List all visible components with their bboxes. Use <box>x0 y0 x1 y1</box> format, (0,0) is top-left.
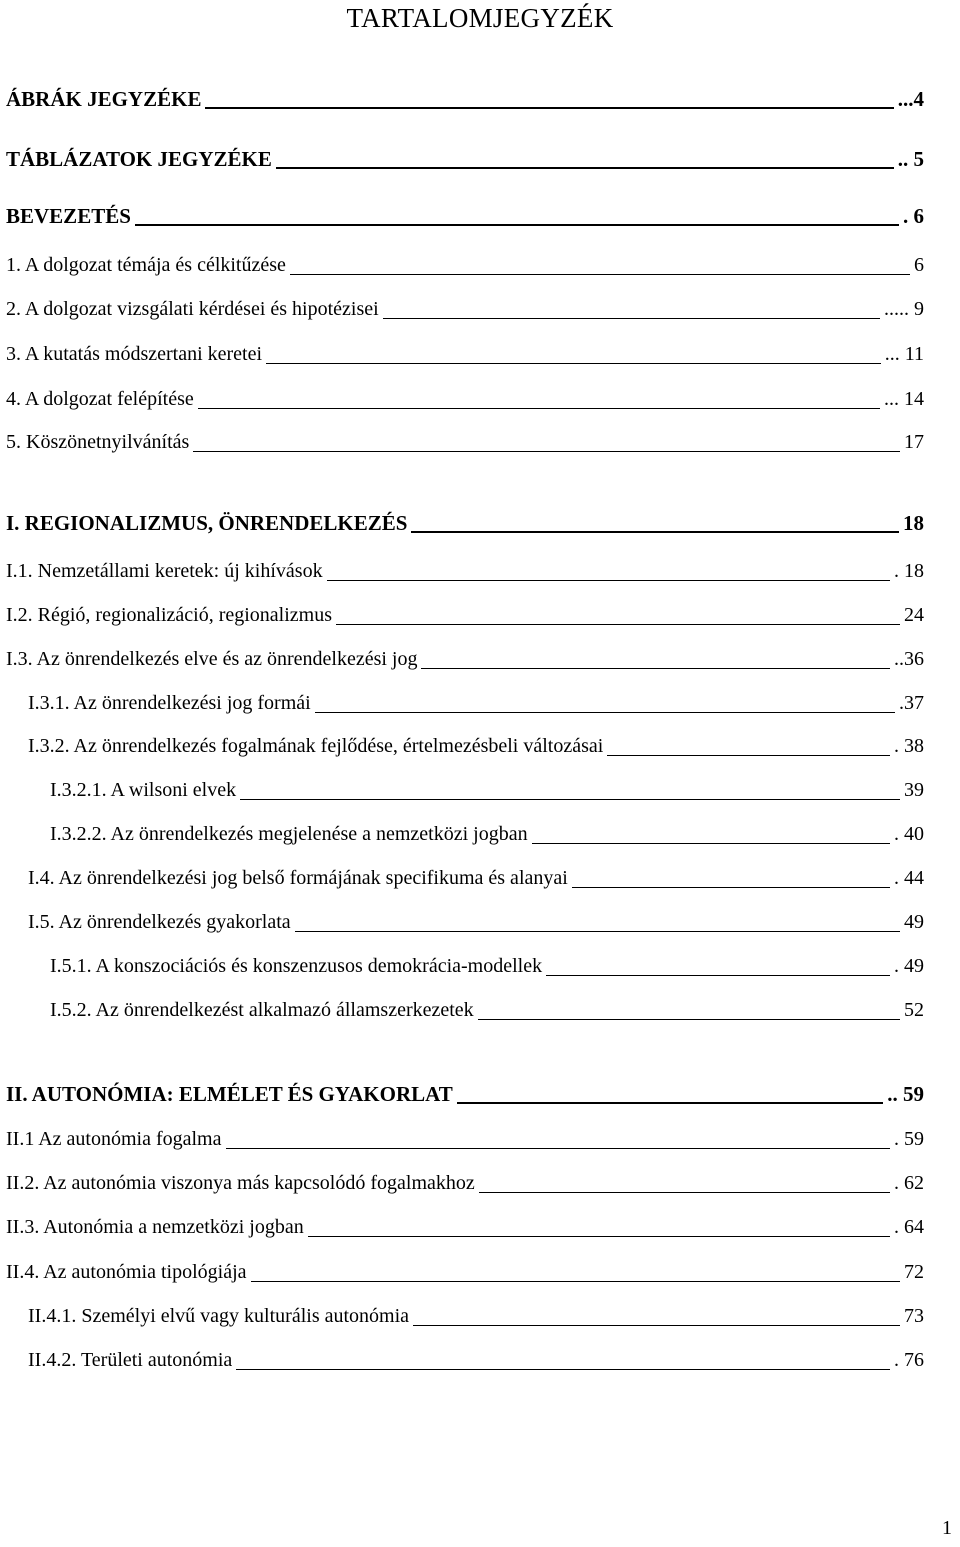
toc-leader-line <box>383 318 880 319</box>
toc-entry-label: II.2. Az autonómia viszonya más kapcsolódó fogalmakhoz <box>6 1172 475 1194</box>
toc-entry-page: .. 5 <box>897 147 924 171</box>
toc-entry[interactable] <box>6 339 924 369</box>
toc-leader-line <box>532 843 890 844</box>
toc-entry-page: 24 <box>904 604 924 626</box>
toc-entry-label: I.3.1. Az önrendelkezési jog formái <box>28 692 311 714</box>
toc-entry-label: BEVEZETÉS <box>6 204 131 228</box>
toc-entry-page: . 6 <box>903 204 924 228</box>
toc-entry[interactable] <box>28 1301 924 1331</box>
toc-entry[interactable] <box>6 294 924 324</box>
toc-entry-label: I.3. Az önrendelkezés elve és az önrendelkezési jog <box>6 648 418 670</box>
toc-leader-line <box>135 224 899 226</box>
toc-entry[interactable] <box>6 1079 924 1109</box>
toc-entry[interactable] <box>6 1257 924 1287</box>
toc-entry-page: 17 <box>904 431 924 453</box>
toc-leader-line <box>411 531 899 533</box>
toc-leader-line <box>572 887 890 888</box>
toc-leader-line <box>327 580 890 581</box>
toc-entry-label: II.4.1. Személyi elvű vagy kulturális autonómia <box>28 1305 410 1327</box>
toc-entry[interactable] <box>6 600 924 630</box>
toc-leader-line <box>251 1281 901 1282</box>
toc-entry-label: I.3.2.2. Az önrendelkezés megjelenése a nemzetközi jogban <box>50 823 528 845</box>
page-number: 1 <box>942 1517 952 1539</box>
toc-leader-line <box>308 1236 890 1237</box>
toc-entry[interactable] <box>6 1212 924 1242</box>
toc-entry-label: I.2. Régió, regionalizáció, regionalizmus <box>6 604 333 626</box>
toc-entry-page: 73 <box>904 1305 924 1327</box>
toc-entry-page: .37 <box>899 692 924 714</box>
toc-leader-line <box>315 712 895 713</box>
toc-entry[interactable] <box>28 731 924 761</box>
toc-entry-page: . 64 <box>894 1216 924 1238</box>
toc-leader-line <box>236 1369 890 1370</box>
toc-entry-page: 6 <box>914 254 924 276</box>
toc-leader-line <box>546 975 890 976</box>
toc-entry-page: ...4 <box>897 87 924 111</box>
toc-entry-page: 72 <box>904 1261 924 1283</box>
toc-leader-line <box>478 1019 900 1020</box>
toc-entry-page: 39 <box>904 779 924 801</box>
toc-entry-page: ... 14 <box>884 388 924 410</box>
toc-entry-page: . 18 <box>894 560 924 582</box>
toc-entry[interactable] <box>6 384 924 414</box>
toc-entry-page: . 76 <box>894 1349 924 1371</box>
toc-entry[interactable] <box>50 775 924 805</box>
toc-entry-page: 18 <box>903 511 924 535</box>
toc-entry[interactable] <box>50 819 924 849</box>
toc-entry[interactable] <box>6 427 924 457</box>
toc-entry[interactable] <box>28 907 924 937</box>
toc-entry-page: 49 <box>904 911 924 933</box>
toc-leader-line <box>295 931 900 932</box>
toc-entry-label: 4. A dolgozat felépítése <box>6 388 194 410</box>
toc-entry[interactable] <box>6 144 924 174</box>
toc-leader-line <box>198 408 880 409</box>
toc-entry-page: . 59 <box>894 1128 924 1150</box>
toc-entry-label: II. AUTONÓMIA: ELMÉLET ÉS GYAKORLAT <box>6 1082 453 1106</box>
toc-entry-page: . 44 <box>894 867 924 889</box>
toc-leader-line <box>479 1192 890 1193</box>
toc-entry[interactable] <box>6 201 924 231</box>
toc-entry-label: II.3. Autonómia a nemzetközi jogban <box>6 1216 304 1238</box>
toc-leader-line <box>266 363 881 364</box>
toc-entry[interactable] <box>6 1168 924 1198</box>
toc-leader-line <box>205 107 893 109</box>
toc-entry-label: I.5.2. Az önrendelkezést alkalmazó államszerkezetek <box>50 999 474 1021</box>
toc-entry-label: TÁBLÁZATOK JEGYZÉKE <box>6 147 272 171</box>
toc-entry-label: 5. Köszönetnyilvánítás <box>6 431 190 453</box>
toc-entry[interactable] <box>6 1124 924 1154</box>
toc-entry-label: II.4. Az autonómia tipológiája <box>6 1261 247 1283</box>
toc-entry-label: II.1 Az autonómia fogalma <box>6 1128 222 1150</box>
toc-entry[interactable] <box>28 863 924 893</box>
toc-leader-line <box>226 1148 891 1149</box>
toc-leader-line <box>421 668 890 669</box>
toc-entry[interactable] <box>6 84 924 114</box>
toc-entry[interactable] <box>50 995 924 1025</box>
toc-entry-page: ..... 9 <box>884 298 924 320</box>
toc-entry-label: I.1. Nemzetállami keretek: új kihívások <box>6 560 323 582</box>
toc-leader-line <box>457 1102 884 1104</box>
toc-entry-label: I. REGIONALIZMUS, ÖNRENDELKEZÉS <box>6 511 408 535</box>
toc-entry-label: I.5. Az önrendelkezés gyakorlata <box>28 911 291 933</box>
toc-entry-label: 1. A dolgozat témája és célkitűzése <box>6 254 286 276</box>
page-title: TARTALOMJEGYZÉK <box>346 3 614 33</box>
toc-entry[interactable] <box>6 556 924 586</box>
toc-entry[interactable] <box>6 250 924 280</box>
toc-leader-line <box>413 1325 900 1326</box>
toc-entry-label: I.5.1. A konszociációs és konszenzusos demokrácia-modellek <box>50 955 543 977</box>
toc-entry[interactable] <box>28 688 924 718</box>
toc-leader-line <box>276 167 894 169</box>
toc-entry-label: 3. A kutatás módszertani keretei <box>6 343 263 365</box>
toc-entry[interactable] <box>50 951 924 981</box>
toc-entry-label: I.3.2.1. A wilsoni elvek <box>50 779 237 801</box>
toc-entry-page: 52 <box>904 999 924 1021</box>
toc-entry-page: . 49 <box>894 955 924 977</box>
toc-entry[interactable] <box>6 508 924 538</box>
toc-leader-line <box>193 451 900 452</box>
toc-leader-line <box>290 274 910 275</box>
toc-entry-page: .. 59 <box>887 1082 924 1106</box>
toc-entry-page: ... 11 <box>884 343 924 365</box>
toc-entry-label: ÁBRÁK JEGYZÉKE <box>6 87 202 111</box>
toc-leader-line <box>240 799 900 800</box>
toc-entry-page: ..36 <box>894 648 924 670</box>
toc-entry-label: II.4.2. Területi autonómia <box>28 1349 233 1371</box>
toc-leader-line <box>607 755 890 756</box>
toc-entry-label: I.3.2. Az önrendelkezés fogalmának fejlődése, értelmezésbeli változásai <box>28 735 604 757</box>
toc-entry[interactable] <box>6 644 924 674</box>
toc-entry-page: . 62 <box>894 1172 924 1194</box>
toc-entry-page: . 38 <box>894 735 924 757</box>
toc-entry[interactable] <box>28 1345 924 1375</box>
toc-entry-label: 2. A dolgozat vizsgálati kérdései és hipotézisei <box>6 298 379 320</box>
toc-leader-line <box>336 624 900 625</box>
toc-entry-page: . 40 <box>894 823 924 845</box>
toc-entry-label: I.4. Az önrendelkezési jog belső formájának specifikuma és alanyai <box>28 867 568 889</box>
